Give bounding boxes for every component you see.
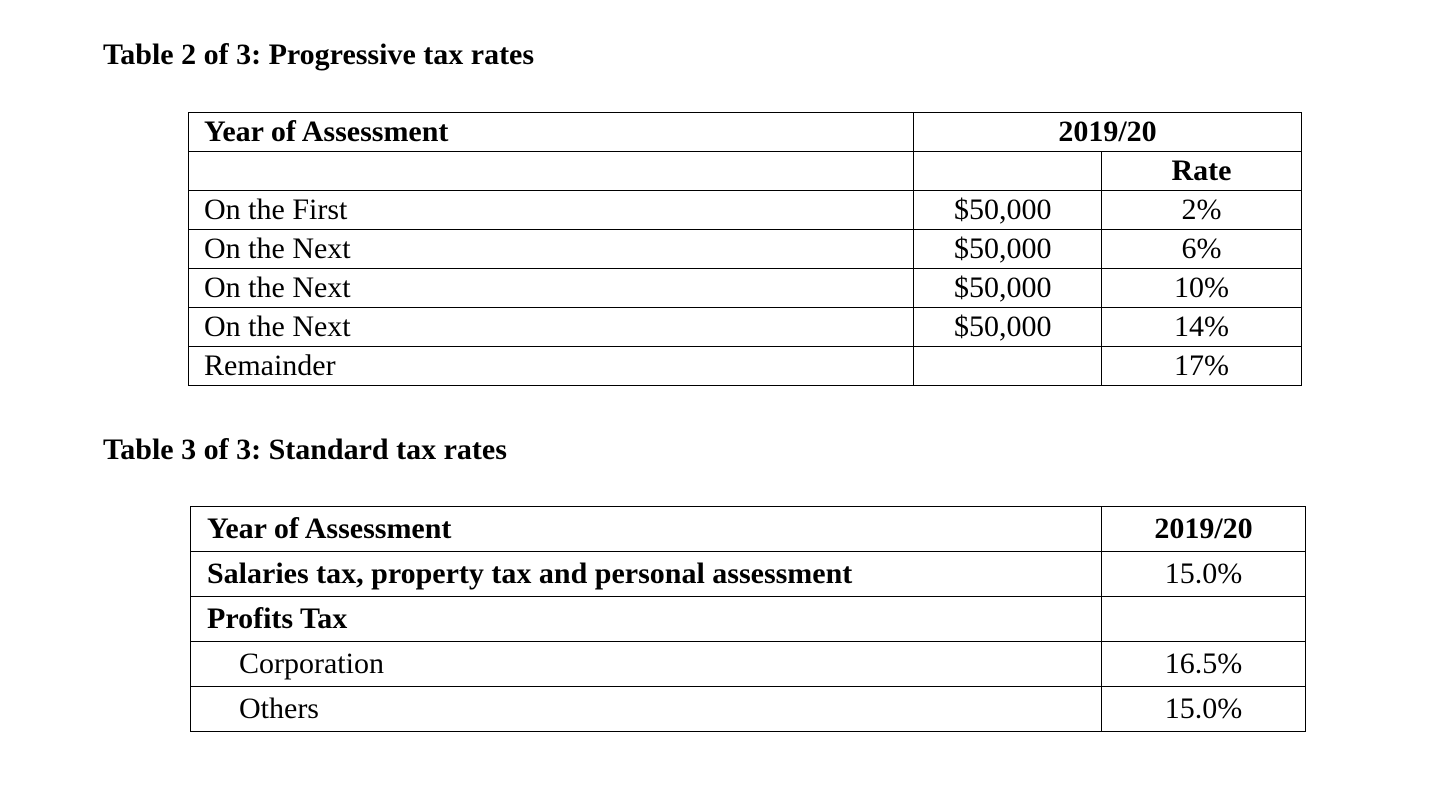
table-row xyxy=(189,308,1302,347)
standard-tax-rates-table xyxy=(190,506,1306,732)
progressive-tax-rates-table xyxy=(188,112,1302,386)
table-row xyxy=(189,230,1302,269)
table-header-row xyxy=(189,113,1302,152)
table-row xyxy=(189,347,1302,386)
tax-category-label: Salaries tax, property tax and personal assessment xyxy=(191,552,1102,597)
table-row xyxy=(189,269,1302,308)
tax-subcategory-label: Others xyxy=(191,687,1102,732)
bracket-label: Remainder xyxy=(189,347,914,386)
header-year: 2019/20 xyxy=(914,113,1302,152)
table-row xyxy=(191,597,1306,642)
bracket-amount: $50,000 xyxy=(914,269,1102,308)
bracket-rate: 6% xyxy=(1102,230,1302,269)
bracket-rate: 14% xyxy=(1102,308,1302,347)
tax-rate: 16.5% xyxy=(1102,642,1306,687)
table-row xyxy=(191,687,1306,732)
rate-header: Rate xyxy=(1102,152,1302,191)
bracket-amount: $50,000 xyxy=(914,308,1102,347)
bracket-rate: 17% xyxy=(1102,347,1302,386)
table-row xyxy=(191,552,1306,597)
subheader-blank xyxy=(189,152,914,191)
bracket-label: On the Next xyxy=(189,230,914,269)
table2-title: Table 2 of 3: Progressive tax rates xyxy=(103,38,535,71)
bracket-rate: 10% xyxy=(1102,269,1302,308)
table-row xyxy=(189,191,1302,230)
tax-rate xyxy=(1102,597,1306,642)
bracket-amount: $50,000 xyxy=(914,191,1102,230)
header-label: Year of Assessment xyxy=(191,507,1102,552)
table3-title: Table 3 of 3: Standard tax rates xyxy=(103,433,507,466)
table-row xyxy=(191,642,1306,687)
bracket-label: On the Next xyxy=(189,308,914,347)
bracket-label: On the Next xyxy=(189,269,914,308)
bracket-amount: $50,000 xyxy=(914,230,1102,269)
header-year: 2019/20 xyxy=(1102,507,1306,552)
bracket-label: On the First xyxy=(189,191,914,230)
table-subheader-row xyxy=(189,152,1302,191)
table-header-row xyxy=(191,507,1306,552)
bracket-rate: 2% xyxy=(1102,191,1302,230)
bracket-amount xyxy=(914,347,1102,386)
tax-rate: 15.0% xyxy=(1102,552,1306,597)
subheader-blank-amount xyxy=(914,152,1102,191)
tax-category-label: Profits Tax xyxy=(191,597,1102,642)
tax-subcategory-label: Corporation xyxy=(191,642,1102,687)
header-label: Year of Assessment xyxy=(189,113,914,152)
tax-rate: 15.0% xyxy=(1102,687,1306,732)
